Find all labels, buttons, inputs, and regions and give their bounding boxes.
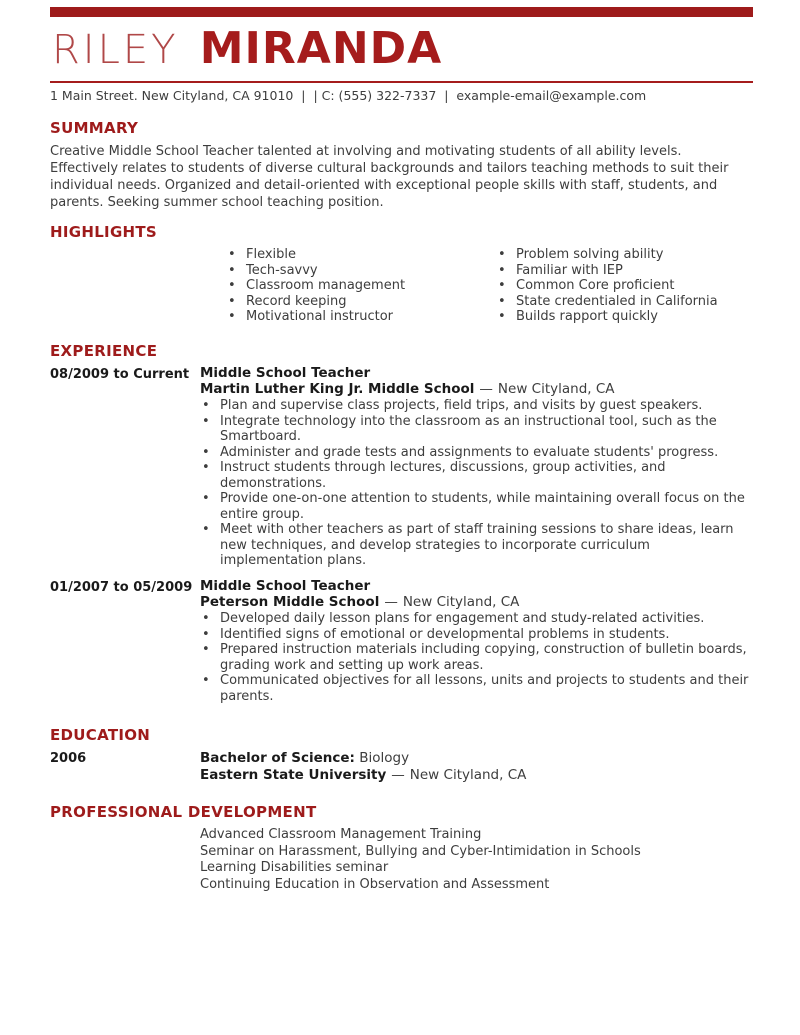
- job-duties-list: [200, 398, 753, 569]
- job-title: Middle School Teacher: [200, 577, 371, 594]
- job-duty: • Identified signs of emotional or developmental problems in students.: [200, 627, 753, 643]
- separator-dash: —: [391, 766, 405, 783]
- education-details: [200, 750, 753, 783]
- highlight-item: • Record keeping: [226, 294, 496, 310]
- education-section: [50, 726, 753, 783]
- header-divider: [50, 81, 753, 83]
- highlights-list-left: [226, 247, 496, 325]
- experience-heading: EXPERIENCE: [50, 341, 158, 360]
- job-location: New Cityland, CA: [402, 594, 520, 610]
- highlight-item: • Classroom management: [226, 278, 496, 294]
- job-details: [200, 579, 753, 705]
- job-company-line: [200, 381, 753, 397]
- job-title: Middle School Teacher: [200, 364, 371, 381]
- candidate-name: [52, 23, 753, 75]
- job-duty: • Provide one-on-one attention to students, while maintaining overall focus on the entire group.: [200, 491, 753, 522]
- summary-text: Creative Middle School Teacher talented at involving and motivating students of all ability levels. Effectively relates to students of diverse cultural backgrounds and tailors teaching methods to suit their individual needs. Organized and detail-oriented with exceptional people skills with staff, students, and parents. Seeking summer school teaching position.: [50, 144, 729, 210]
- separator-dash: —: [384, 594, 398, 610]
- degree-field: Biology: [359, 750, 410, 766]
- highlight-item: • Motivational instructor: [226, 309, 496, 325]
- school-location: New Cityland, CA: [409, 766, 527, 783]
- development-item: Continuing Education in Observation and Assessment: [200, 876, 550, 892]
- job-location: New Cityland, CA: [497, 381, 615, 397]
- top-accent-bar: [50, 7, 753, 17]
- highlights-section: [50, 223, 753, 325]
- job-duty: • Communicated objectives for all lessons, units and projects to students and their parents.: [200, 673, 753, 704]
- contact-line: 1 Main Street. New Cityland, CA 91010 | | C: (555) 322-7337 | example-email@example.com: [50, 88, 647, 103]
- highlight-item: • Problem solving ability: [496, 247, 753, 263]
- job-duty: • Integrate technology into the classroom as an instructional tool, such as the Smartboard.: [200, 414, 753, 445]
- job-company: Martin Luther King Jr. Middle School: [200, 381, 475, 397]
- professional-development-section: [50, 803, 753, 893]
- job-duty: • Plan and supervise class projects, field trips, and visits by guest speakers.: [200, 398, 753, 414]
- highlights-heading: HIGHLIGHTS: [50, 223, 158, 241]
- development-item: Seminar on Harassment, Bullying and Cyber-Intimidation in Schools: [200, 843, 641, 859]
- education-degree-line: [200, 750, 753, 767]
- job-duty: • Prepared instruction materials including copying, construction of bulletin boards, grading work and setting up work areas.: [200, 642, 753, 673]
- development-item: Advanced Classroom Management Training: [200, 827, 482, 842]
- highlights-list-right: [496, 247, 753, 325]
- highlight-item: • Common Core proficient: [496, 278, 753, 294]
- job-duty: • Administer and grade tests and assignments to evaluate students' progress.: [200, 445, 753, 461]
- job-duties-list: [200, 611, 753, 704]
- summary-heading: SUMMARY: [50, 119, 139, 137]
- highlight-item: • Builds rapport quickly: [496, 309, 753, 325]
- highlight-item: • Familiar with IEP: [496, 263, 753, 279]
- job-company-line: [200, 594, 753, 610]
- development-item: Learning Disabilities seminar: [200, 860, 389, 875]
- job-dates: 01/2007 to 05/2009: [50, 579, 193, 595]
- last-name: MIRANDA: [199, 23, 443, 74]
- school-name: Eastern State University: [200, 766, 387, 783]
- experience-section: [50, 342, 753, 705]
- highlight-item: • Flexible: [226, 247, 496, 263]
- job-duty: • Meet with other teachers as part of staff training sessions to share ideas, learn new techniques, and develop strategies to incorporate curriculum implementation plans.: [200, 522, 753, 569]
- summary-section: [50, 119, 753, 211]
- job-duty: • Developed daily lesson plans for engagement and study-related activities.: [200, 611, 753, 627]
- education-year: 2006: [50, 751, 87, 766]
- job-dates: 08/2009 to Current: [50, 366, 190, 382]
- professional-development-list: [200, 827, 753, 893]
- job-entry: [50, 366, 753, 569]
- education-heading: EDUCATION: [50, 726, 151, 744]
- degree-name: Bachelor of Science:: [200, 750, 355, 766]
- job-duty: • Instruct students through lectures, discussions, group activities, and demonstrations.: [200, 460, 753, 491]
- separator-dash: —: [479, 381, 493, 397]
- job-details: [200, 366, 753, 569]
- first-name: RILEY: [52, 27, 179, 73]
- job-entry: [50, 579, 753, 705]
- highlight-item: • Tech-savvy: [226, 263, 496, 279]
- professional-development-heading: PROFESSIONAL DEVELOPMENT: [50, 803, 317, 821]
- highlights-columns: [226, 247, 753, 325]
- job-company: Peterson Middle School: [200, 594, 380, 610]
- education-entry: [50, 750, 753, 783]
- education-school-line: [200, 767, 753, 784]
- highlight-item: • State credentialed in California: [496, 294, 753, 310]
